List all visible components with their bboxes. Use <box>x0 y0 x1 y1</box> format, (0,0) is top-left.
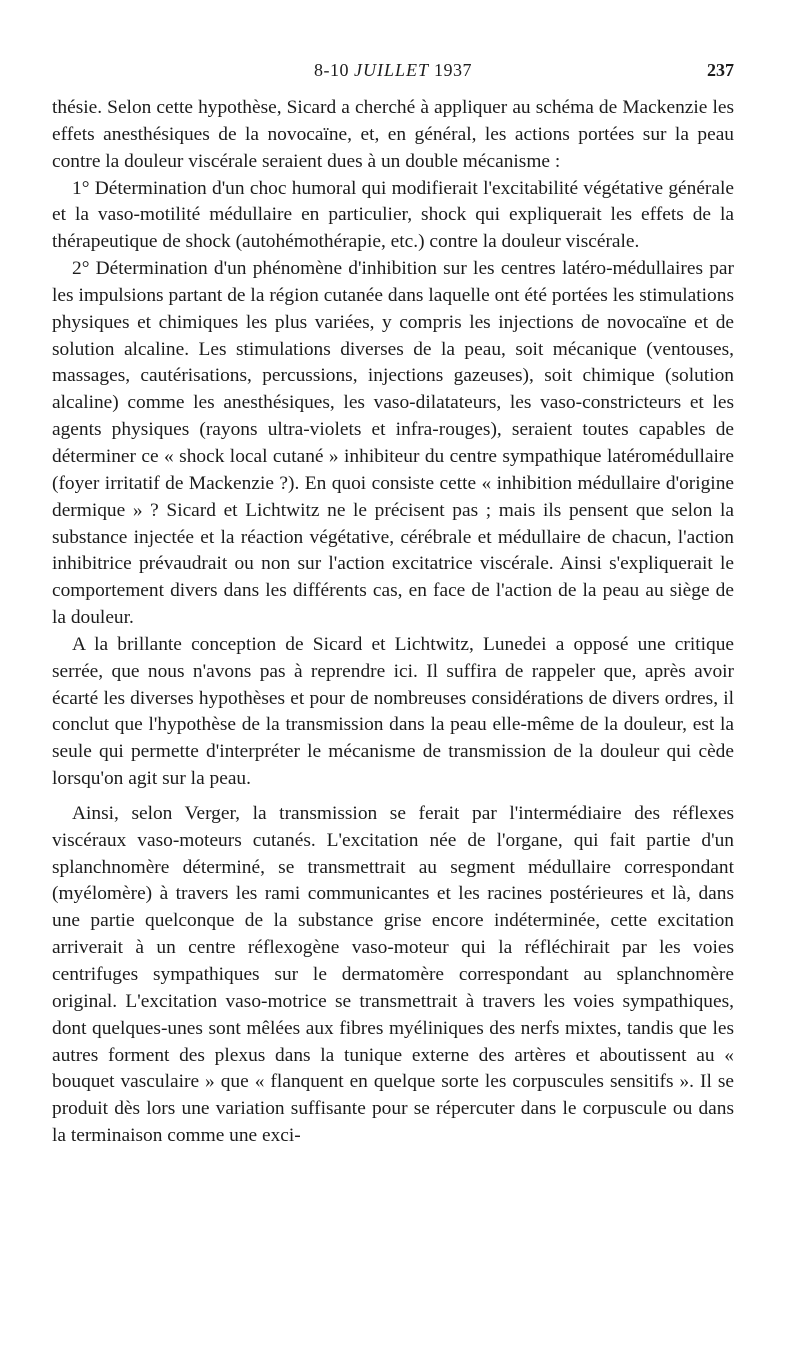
paragraph-point-1: 1° Détermination d'un choc humoral qui modifierait l'excitabilité végétative générale et la vaso-motilité médullaire en particulier, shock qui expliquerait les effets de la thérapeutique de shock (autohémothérapie, etc.) contre la douleur viscérale. <box>52 177 734 253</box>
running-title-month: JUILLET <box>353 60 429 80</box>
running-header <box>52 60 734 86</box>
running-title <box>52 60 734 81</box>
paragraph-lunedei: A la brillante conception de Sicard et Lichtwitz, Lunedei a opposé une critique serrée, que nous n'avons pas à reprendre ici. Il suffira de rappeler que, après avoir écarté les diverses hypothèses et pour de nombreuses considérations de divers ordres, il conclut que l'hypothèse de la transmission dans la peau elle-même de la douleur, est la seule qui permette d'interpréter le mécanisme de transmission de la douleur qui cède lorsqu'on agit sur la peau. <box>52 633 734 790</box>
paragraph-continuation: thésie. Selon cette hypothèse, Sicard a cherché à appliquer au schéma de Mackenzie les effets anesthésiques de la novocaïne, et, en général, les actions portées sur la peau contre la douleur viscérale seraient dues à un double mécanisme : <box>52 97 734 172</box>
paragraph-point-2: 2° Détermination d'un phénomène d'inhibition sur les centres latéro-médullaires par les impulsions partant de la région cutanée dans laquelle ont été portées les stimulations physiques et chimiques les plus variées, y compris les injections de novocaïne et de solution alcaline. Les stimulations diverses de la peau, soit mécanique (ventouses, massages, cautérisations, percussions, injections gazeuses), soit chimique (solution alcaline) comme les anesthésiques, les vaso-dilatateurs, les vaso-constricteurs et les agents physiques (rayons ultra-violets et infra-rouges), seraient toutes capables de déterminer ce « shock local cutané » inhibiteur du centre sympathique latéromédullaire (foyer irritatif de Mackenzie ?). En quoi consiste cette « inhibition médullaire d'origine dermique » ? Sicard et Lichtwitz ne le précisent pas ; mais ils pensent que selon la substance injectée et la réaction végétative, cérébrale et médullaire de chacun, l'action inhibitrice prévaudrait ou non sur l'action excitatrice viscérale. Ainsi s'expliquerait le comportement divers dans les différents cas, en face de l'action de la peau au siège de la douleur. <box>52 258 734 629</box>
running-title-prefix: 8-10 <box>313 60 349 80</box>
running-title-year: 1937 <box>434 60 472 80</box>
paragraph-verger: Ainsi, selon Verger, la transmission se ferait par l'intermédiaire des réflexes viscéraux vaso-moteurs cutanés. L'excitation née de l'organe, qui fait partie d'un splanchnomère déterminé, se transmettrait au segment médullaire correspondant (myélomère) à travers les rami communicantes et les racines postérieures et là, dans une partie quelconque de la substance grise encore indéterminée, cette excitation arriverait à un centre réflexogène vaso-moteur qui la réfléchirait par les voies centrifuges sympathiques sur le dermatomère correspondant au splanchnomère original. L'excitation vaso-motrice se transmettrait à travers les voies sympathiques, dont quelques-unes sont mêlées aux fibres myéliniques des nerfs mixtes, tandis que les autres forment des plexus dans la tunique externe des artères et aboutissent au « bouquet vasculaire » que « flanquent en quelque sorte les corpuscules sensitifs ». Il se produit dès lors une variation suffisante pour se répercuter dans le corpuscule ou dans la terminaison comme une exci- <box>52 802 734 1147</box>
body-text <box>52 95 734 1150</box>
page-number: 237 <box>707 60 734 80</box>
